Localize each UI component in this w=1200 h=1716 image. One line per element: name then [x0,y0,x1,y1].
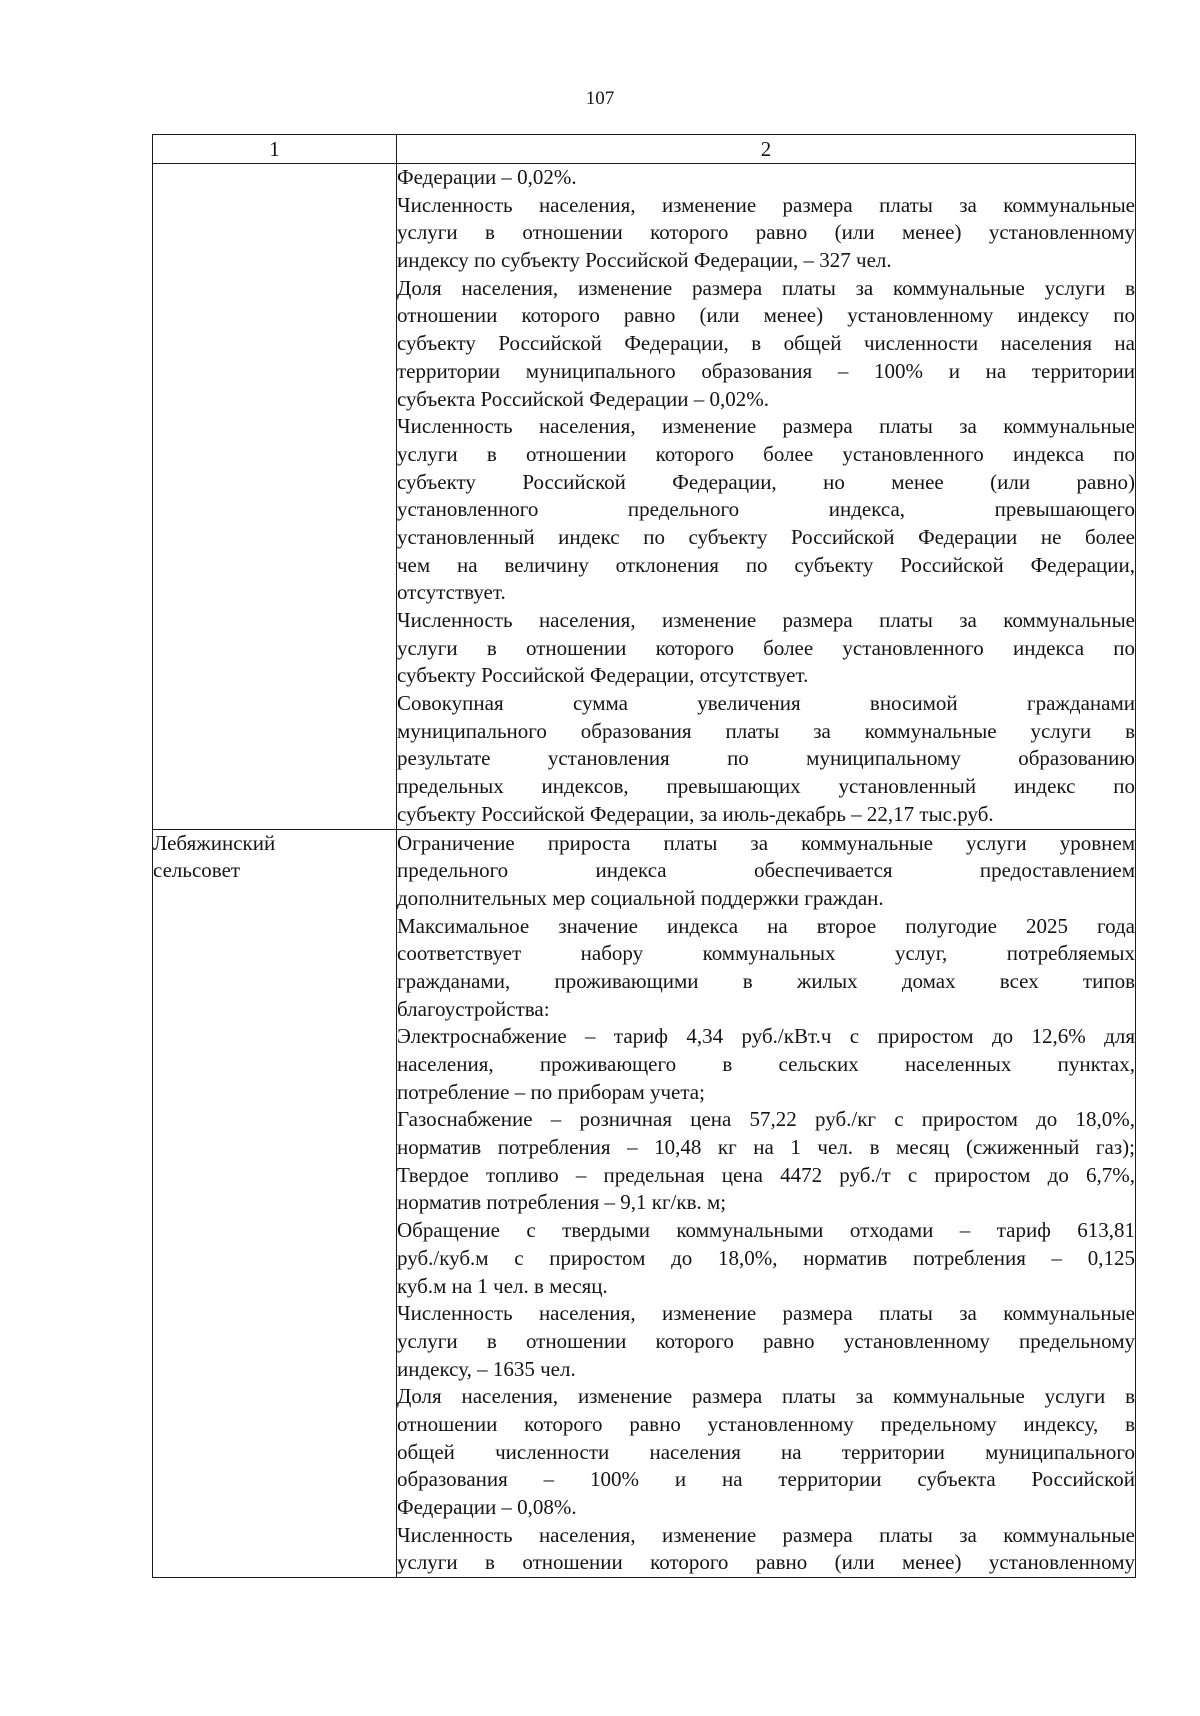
text-line: субъекту Российской Федерации, в общей численности населения на [397,331,1135,356]
text-line: Численность населения, изменение размера платы за коммунальные [397,608,1135,632]
text-line: Газоснабжение – розничная цена 57,22 руб./кг с приростом до 18,0%, [397,1107,1135,1132]
text-line: населения, проживающего в сельских населенных пунктах, [397,1052,1135,1076]
text-line: Доля населения, изменение размера платы за коммунальные услуги в [397,275,1135,300]
row-label-cell [153,829,397,1578]
text-line: индексу по субъекту Российской Федерации, – 327 чел. [397,248,892,273]
text-line: предельного индекса обеспечивается предоставлением [397,858,1135,883]
text-line: Численность населения, изменение размера платы за коммунальные [397,192,1135,217]
text-line: Доля населения, изменение размера платы за коммунальные услуги в [397,1384,1135,1409]
text-line: гражданами, проживающими в жилых домах всех типов [397,968,1135,993]
text-line: индексу, – 1635 чел. [397,1356,576,1381]
text-line: норматив потребления – 9,1 кг/кв. м; [397,1190,727,1215]
column-header-2: 2 [397,135,1136,164]
municipality-name-line: Лебяжинский [153,830,276,855]
text-line: Федерации – 0,08%. [397,1495,577,1519]
text-line: услуги в отношении которого равно (или менее) установленному [397,220,1135,245]
text-line: отношении которого равно (или менее) установленному индексу по [397,303,1135,328]
text-line: Обращение с твердыми коммунальными отходами – тариф 613,81 [397,1218,1135,1243]
text-line: Численность населения, изменение размера платы за коммунальные [397,414,1135,439]
table-row [153,164,1136,830]
column-header-1: 1 [153,135,397,164]
text-line: Совокупная сумма увеличения вносимой гражданами [397,691,1135,716]
text-line: Электроснабжение – тариф 4,34 руб./кВт.ч с приростом до 12,6% для [397,1024,1135,1049]
text-line: Численность населения, изменение размера платы за коммунальные [397,1301,1135,1326]
text-line: установленного предельного индекса, превышающего [397,497,1135,522]
text-line: соответствует набору коммунальных услуг, потребляемых [397,941,1135,966]
text-line: дополнительных мер социальной поддержки граждан. [397,885,884,910]
row-text-cell [397,829,1136,1578]
text-line: Ограничение прироста платы за коммунальные услуги уровнем [397,830,1135,855]
row-text-cell [397,164,1136,830]
table-row [153,829,1136,1578]
text-line: территории муниципального образования – 100% и на территории [397,358,1135,383]
text-line: муниципального образования платы за коммунальные услуги в [397,718,1135,743]
text-line: результате установления по муниципальному образованию [397,746,1135,771]
text-line: отсутствует. [397,580,506,605]
text-line: Федерации – 0,02%. [397,165,577,189]
text-line: услуги в отношении которого равно установленному предельному [397,1328,1135,1353]
table-header-row [153,135,1136,164]
text-line: руб./куб.м с приростом до 18,0%, норматив потребления – 0,125 [397,1245,1135,1270]
text-line: услуги в отношении которого равно (или менее) установленному [397,1550,1135,1575]
text-line: субъекту Российской Федерации, отсутствует. [397,663,809,688]
document-table [152,134,1136,1578]
text-line: потребление – по приборам учета; [397,1079,705,1104]
page-number: 107 [585,88,615,109]
text-line: субъекту Российской Федерации, за июль-декабрь – 22,17 тыс.руб. [397,801,994,826]
text-line: услуги в отношении которого более установленного индекса по [397,441,1135,466]
text-line: образования – 100% и на территории субъекта Российской [397,1467,1135,1492]
text-line: Твердое топливо – предельная цена 4472 руб./т с приростом до 6,7%, [397,1162,1135,1187]
text-line: отношении которого равно установленному предельному индексу, в [397,1411,1135,1436]
municipality-name-line: сельсовет [153,857,241,882]
text-line: установленный индекс по субъекту Российской Федерации не более [397,524,1135,549]
text-line: субъекта Российской Федерации – 0,02%. [397,386,769,411]
text-line: норматив потребления – 10,48 кг на 1 чел. в месяц (сжиженный газ); [397,1135,1135,1160]
text-line: общей численности населения на территории муниципального [397,1439,1135,1464]
text-line: куб.м на 1 чел. в месяц. [397,1273,608,1298]
row-label-cell [153,164,397,830]
text-line: услуги в отношении которого более установленного индекса по [397,635,1135,660]
text-line: Максимальное значение индекса на второе полугодие 2025 года [397,913,1135,938]
text-line: чем на величину отклонения по субъекту Российской Федерации, [397,552,1135,577]
text-line: предельных индексов, превышающих установленный индекс по [397,774,1135,799]
text-line: Численность населения, изменение размера платы за коммунальные [397,1522,1135,1547]
text-line: субъекту Российской Федерации, но менее (или равно) [397,469,1135,494]
text-line: благоустройства: [397,996,550,1021]
